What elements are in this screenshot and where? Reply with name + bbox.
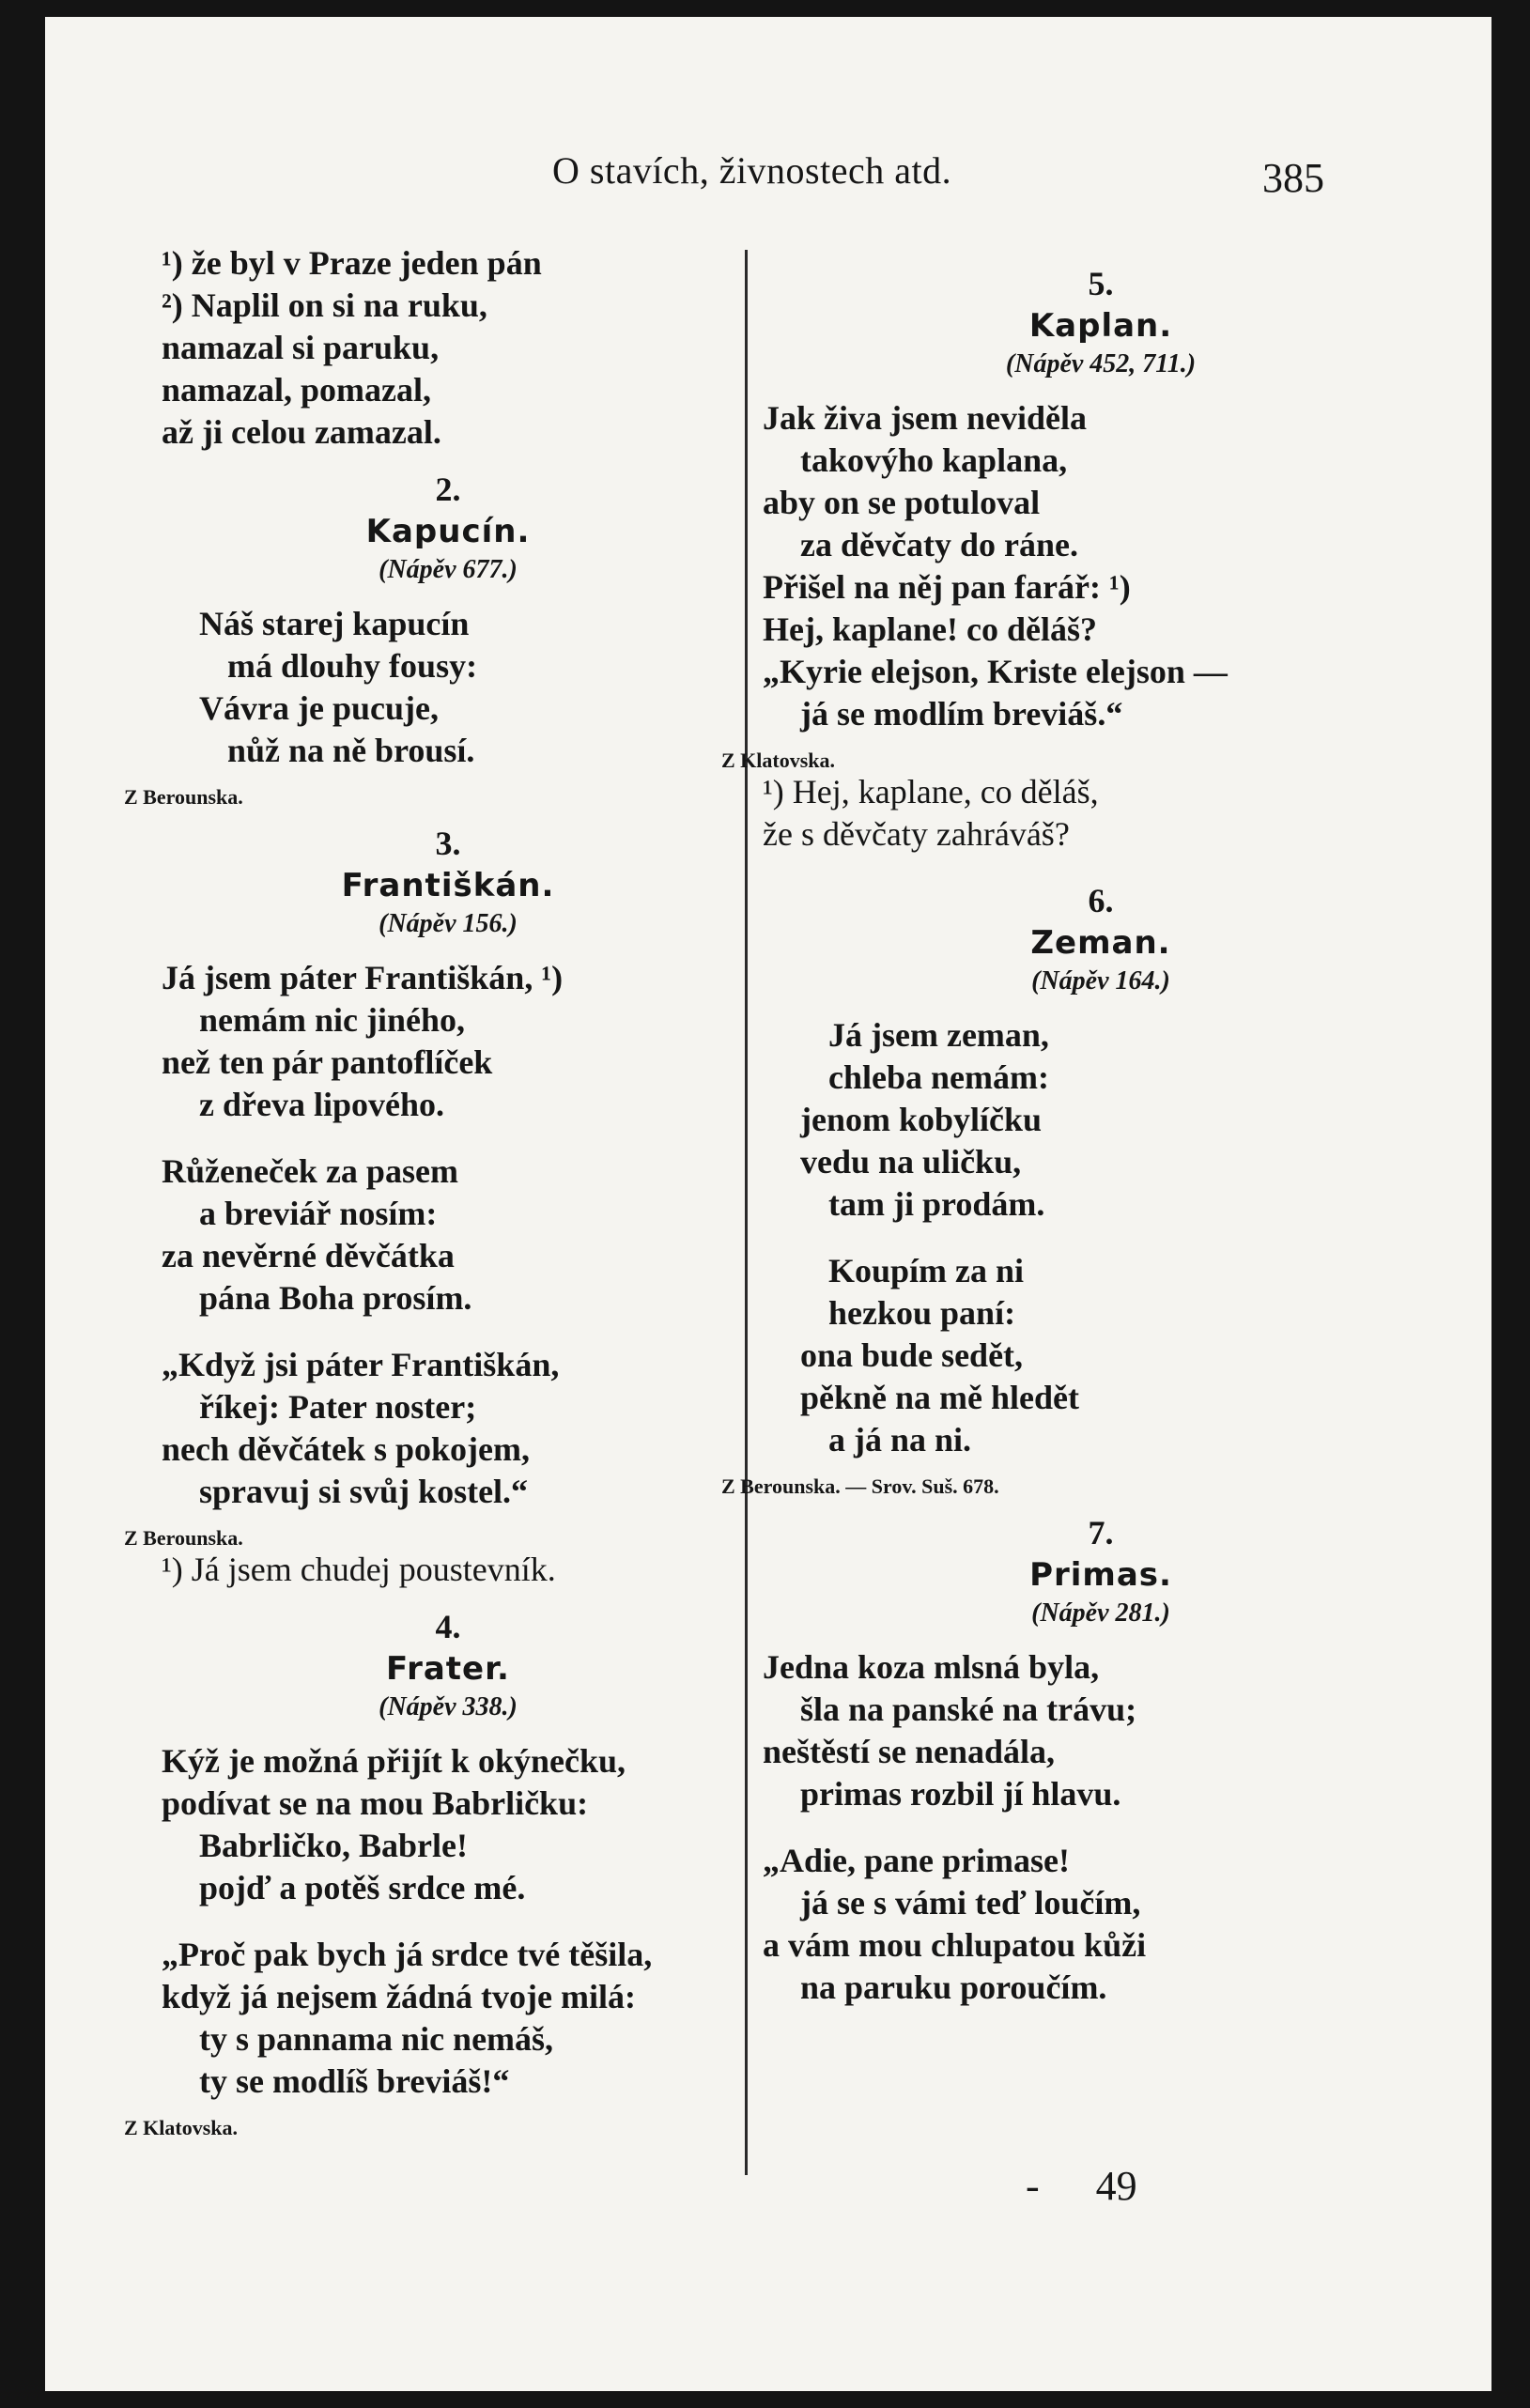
verse-line: já se modlím breviáš.“ [800,695,1123,733]
left-column [124,242,734,2139]
verse-line: má dlouhy fousy: [227,647,478,685]
tune-reference: (Nápěv 164.) [1031,966,1170,996]
verse-line: Koupím za ni [828,1252,1025,1289]
verse-line: pojď a potěš srdce mé. [199,1869,526,1906]
song-title: Kaplan. [1028,307,1173,345]
verse-line: Já jsem páter Františkán, ¹) [162,959,564,996]
verse-line: tam ji prodám. [828,1185,1045,1223]
verse-line: Jedna koza mlsná byla, [763,1648,1100,1686]
verse-line: na paruku poroučím. [800,1968,1107,2006]
verse-line: spravuj si svůj kostel.“ [199,1473,529,1510]
verse-line: vedu na uličku, [800,1143,1022,1181]
verse-line: já se s vámi teď loučím, [800,1884,1141,1922]
verse-line: Já jsem zeman, [828,1016,1049,1054]
intro-line: až ji celou zamazal. [162,413,441,451]
verse-line: Babrličko, Babrle! [199,1827,468,1864]
song-number: 5. [1088,265,1114,302]
tune-reference: (Nápěv 281.) [1031,1598,1170,1628]
stanza-gap [162,1126,734,1150]
book-page [45,17,1491,2391]
stanza-gap [162,1909,734,1934]
source-note: Z Berounska. [124,1526,243,1550]
verse-line: „Kyrie elejson, Kriste elejson — [763,653,1228,690]
source-note: Z Klatovska. [721,749,836,772]
verse-line: ty s pannama nic nemáš, [199,2020,554,2058]
verse-line: když já nejsem žádná tvoje milá: [162,1978,636,2015]
verse-line: nůž na ně brousí. [227,732,475,769]
footnote: ¹) Hej, kaplane, co děláš, [763,773,1099,810]
song-number: 7. [1088,1514,1114,1551]
verse-line: hezkou paní: [828,1294,1016,1332]
verse-line: jenom kobylíčku [800,1101,1043,1138]
tune-reference: (Nápěv 156.) [379,909,518,938]
intro-line: namazal, pomazal, [162,371,431,409]
source-note: Z Klatovska. [124,2116,239,2139]
intro-line: namazal si paruku, [162,329,440,366]
verse-line: Kýž je možná přijít k okýnečku, [162,1742,626,1780]
verse-line: „Proč pak bych já srdce tvé těšila, [162,1936,653,1973]
page-header [45,148,1491,205]
stanza-gap [763,1226,1439,1250]
running-title: O stavích, živnostech atd. [552,149,952,192]
verse-line: pěkně na mě hledět [800,1379,1079,1416]
verse-line: Růženeček za pasem [162,1152,458,1190]
signature-number: 49 [1095,2163,1137,2209]
verse-line: neštěstí se nenadála, [763,1733,1056,1770]
verse-line: šla na panské na trávu; [800,1690,1137,1728]
verse-line: Jak živa jsem neviděla [763,399,1087,437]
footnote: že s děvčaty zahráváš? [763,815,1070,853]
song-title: Kapucín. [365,513,531,550]
tune-reference: (Nápěv 452, 711.) [1005,349,1197,378]
song-number: 3. [435,825,461,862]
verse-line: ty se modlíš breviáš!“ [199,2062,510,2100]
right-column [721,263,1439,2009]
verse-line: Přišel na něj pan farář: ¹) [763,568,1131,606]
verse-line: a já na ni. [828,1421,972,1459]
song-title: Primas. [1029,1556,1172,1594]
page-number: 385 [1262,155,1324,201]
intro-line: ²) Naplil on si na ruku, [162,286,487,324]
intro-line: ¹) že byl v Praze jeden pán [162,244,542,282]
source-note: Z Berounska. [124,785,243,809]
verse-line: z dřeva lipového. [199,1086,444,1123]
verse-line: pána Boha prosím. [199,1279,472,1317]
verse-line: takovýho kaplana, [800,441,1068,479]
verse-line: nemám nic jiného, [199,1001,465,1039]
signature-dash: - [1026,2163,1040,2209]
verse-line: říkej: Pater noster; [199,1388,477,1426]
footnote: ¹) Já jsem chudej poustevník. [162,1551,556,1588]
verse-line: Hej, kaplane! co děláš? [763,610,1097,648]
song-title: Frater. [386,1650,510,1688]
verse-line: aby on se potuloval [763,484,1041,521]
verse-line: ona bude sedět, [800,1336,1024,1374]
stanza-gap [763,1815,1439,1840]
verse-line: podívat se na mou Babrličku: [162,1784,589,1822]
verse-line: než ten pár pantoflíček [162,1043,493,1081]
verse-line: a breviář nosím: [199,1195,438,1232]
song-number: 4. [435,1608,461,1645]
song-number: 2. [435,471,461,508]
stanza-gap [162,1320,734,1344]
source-note: Z Berounska. — Srov. Suš. 678. [721,1474,999,1498]
verse-line: Náš starej kapucín [199,605,470,642]
verse-line: primas rozbil jí hlavu. [800,1775,1121,1813]
song-number: 6. [1088,882,1114,919]
verse-line: a vám mou chlupatou kůži [763,1926,1147,1964]
signature-mark [1026,2162,1137,2210]
song-title: Zeman. [1030,924,1171,962]
verse-line: za děvčaty do ráne. [800,526,1078,563]
verse-line: za nevěrné děvčátka [162,1237,455,1274]
tune-reference: (Nápěv 677.) [379,555,518,584]
verse-line: chleba nemám: [828,1058,1049,1096]
tune-reference: (Nápěv 338.) [379,1692,518,1721]
verse-line: „Když jsi páter Františkán, [162,1346,560,1383]
verse-line: nech děvčátek s pokojem, [162,1430,530,1468]
column-divider [745,250,748,2175]
verse-line: Vávra je pucuje, [199,689,439,727]
verse-line: „Adie, pane primase! [763,1842,1070,1879]
song-title: Františkán. [341,867,555,904]
